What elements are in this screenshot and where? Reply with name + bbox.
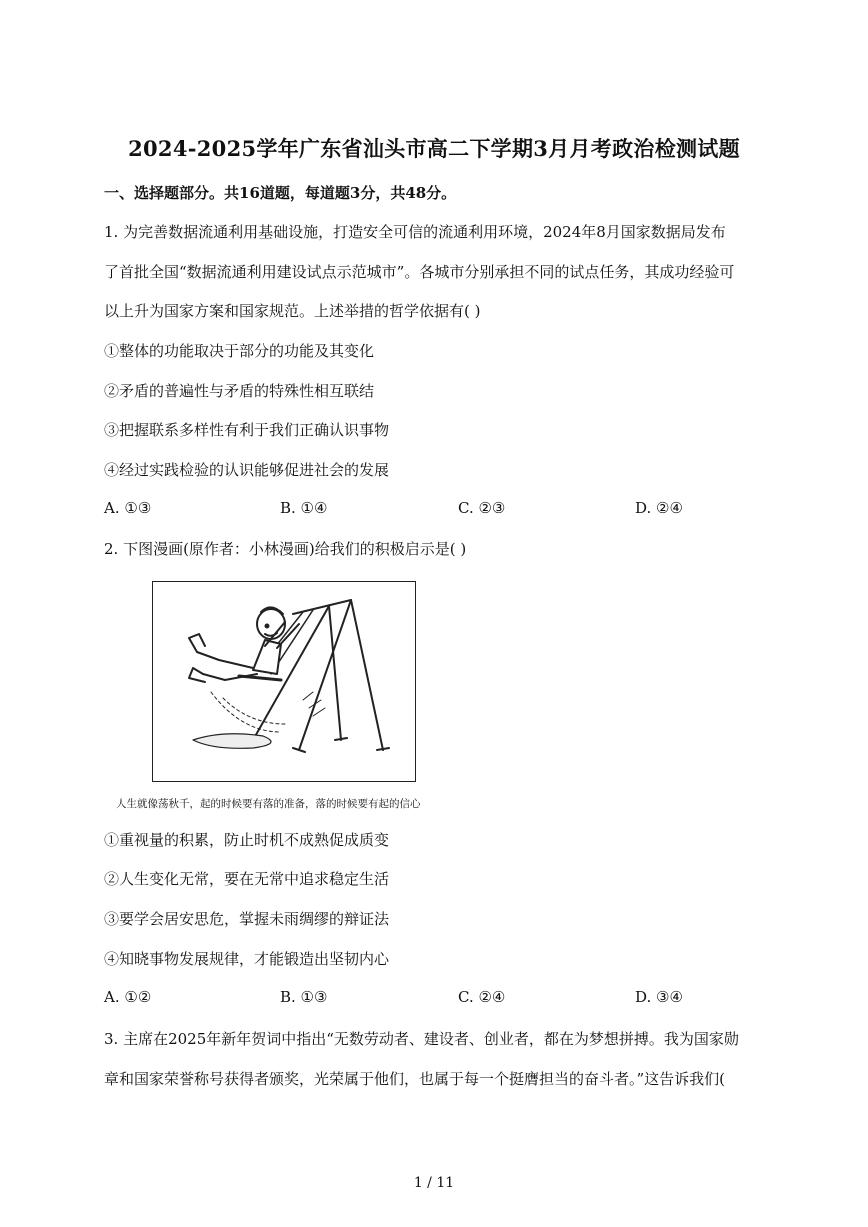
swing-illustration (153, 582, 414, 780)
q1-choices (104, 499, 774, 521)
section-heading: 一、选择题部分。共16道题，每道题3分，共48分。 (104, 184, 457, 202)
q3-stem-line: 章和国家荣誉称号获得者颁奖，光荣属于他们，也属于每一个挺膺担当的奋斗者。”这告诉我们( (104, 1070, 726, 1088)
q3-stem-line: 3. 主席在2025年新年贺词中指出“无数劳动者、建设者、创业者，都在为梦想拼搏。我为国家勋 (104, 1030, 739, 1048)
q1-stem-line: 了首批全国“数据流通利用建设试点示范城市”。各城市分别承担不同的试点任务，其成功经验可 (104, 263, 735, 281)
swing-comic-image (152, 581, 416, 782)
q2-choice-d[interactable]: D. ③④ (635, 988, 683, 1006)
q1-choice-b[interactable]: B. ①④ (280, 499, 328, 517)
q1-option: ④经过实践检验的认识能够促进社会的发展 (104, 461, 390, 479)
q2-choice-a[interactable]: A. ①② (104, 988, 152, 1006)
q1-choice-d[interactable]: D. ②④ (635, 499, 683, 517)
q2-option: ③要学会居安思危，掌握未雨绸缪的辩证法 (104, 910, 390, 928)
q1-stem-line: 以上升为国家方案和国家规范。上述举措的哲学依据有( ) (104, 302, 481, 320)
q2-option: ④知晓事物发展规律，才能锻造出坚韧内心 (104, 950, 390, 968)
q2-option: ②人生变化无常，要在无常中追求稳定生活 (104, 870, 390, 888)
q2-option: ①重视量的积累，防止时机不成熟促成质变 (104, 831, 390, 849)
q2-choice-b[interactable]: B. ①③ (280, 988, 328, 1006)
q1-option: ①整体的功能取决于部分的功能及其变化 (104, 342, 375, 360)
q2-choice-c[interactable]: C. ②④ (458, 988, 506, 1006)
q2-choices (104, 988, 774, 1010)
q2-stem: 2. 下图漫画(原作者：小林漫画)给我们的积极启示是( ) (104, 540, 467, 558)
q1-stem-line: 1. 为完善数据流通利用基础设施，打造安全可信的流通利用环境，2024年8月国家数据局发布 (104, 223, 726, 241)
q1-choice-a[interactable]: A. ①③ (104, 499, 152, 517)
q1-option: ②矛盾的普遍性与矛盾的特殊性相互联结 (104, 382, 375, 400)
comic-caption: 人生就像荡秋千，起的时候要有落的准备，落的时候要有起的信心 (116, 798, 421, 810)
page-title: 2024-2025学年广东省汕头市高二下学期3月月考政治检测试题 (128, 136, 740, 161)
q1-option: ③把握联系多样性有利于我们正确认识事物 (104, 421, 390, 439)
page-number: 1 / 11 (413, 1175, 455, 1191)
q1-choice-c[interactable]: C. ②③ (458, 499, 506, 517)
